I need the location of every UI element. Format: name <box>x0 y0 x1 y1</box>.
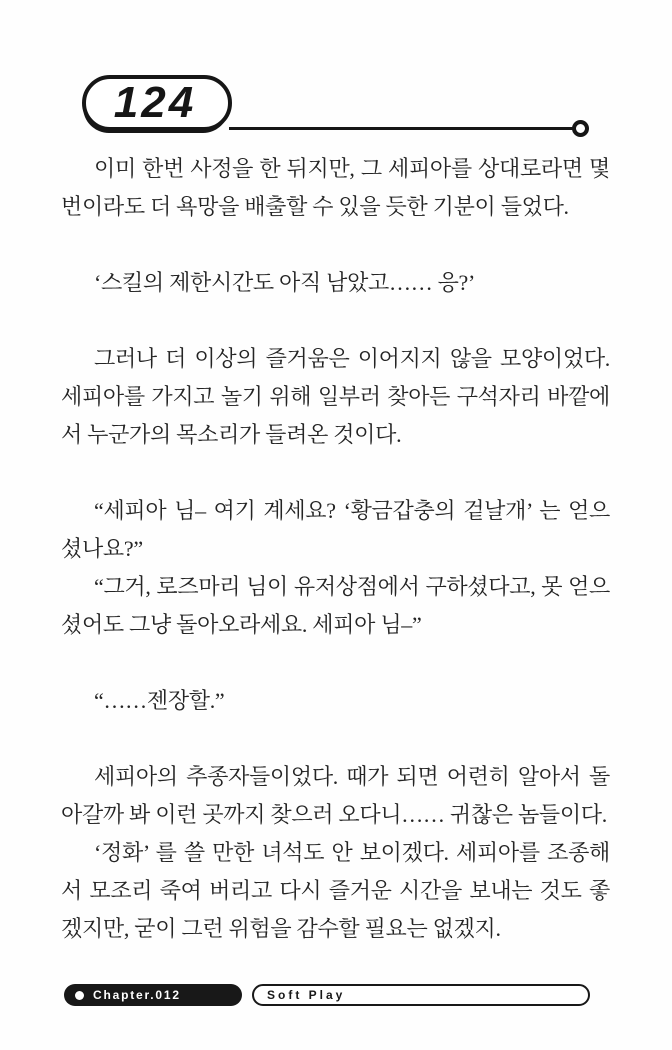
chapter-badge <box>64 984 242 1006</box>
paragraph: ‘정화’ 를 쓸 만한 녀석도 안 보이겠다. 세피아를 조종해서 모조리 죽여 버리고 다시 즐거운 시간을 보내는 것도 좋겠지만, 굳이 그런 위험을 감수할 필요는 없겠지. <box>61 840 610 941</box>
section-title-badge <box>252 984 590 1006</box>
paragraph: 세피아의 추종자들이었다. 때가 되면 어련히 알아서 돌아갈까 봐 이런 곳까지 찾으러 오다니…… 귀찮은 놈들이다. <box>61 764 610 827</box>
paragraph: “……젠장할.” <box>94 688 225 713</box>
paragraph: “그거, 로즈마리 님이 유저상점에서 구하셨다고, 못 얻으셨어도 그냥 돌아오라세요. 세피아 님–” <box>61 574 610 637</box>
header-rule <box>229 127 575 130</box>
section-title: Soft Play <box>267 988 346 1002</box>
paragraph: ‘스킬의 제한시간도 아직 남았고…… 응?’ <box>94 270 476 295</box>
bullet-dot-icon <box>75 991 84 1000</box>
header-ring-icon <box>572 120 589 137</box>
paragraph: 이미 한번 사정을 한 뒤지만, 그 세피아를 상대로라면 몇 번이라도 더 욕망을 배출할 수 있을 듯한 기분이 들었다. <box>61 156 610 219</box>
paragraph: 그러나 더 이상의 즐거움은 이어지지 않을 모양이었다. 세피아를 가지고 놀기 위해 일부러 찾아든 구석자리 바깥에서 누군가의 목소리가 들려온 것이다. <box>61 346 610 447</box>
page-number: 124 <box>113 78 197 127</box>
page-number-badge <box>82 75 232 131</box>
paragraph: “세피아 님– 여기 계세요? ‘황금갑충의 겉날개’ 는 얻으셨나요?” <box>61 498 610 561</box>
body-text <box>61 150 610 948</box>
chapter-label: Chapter.012 <box>93 988 181 1002</box>
